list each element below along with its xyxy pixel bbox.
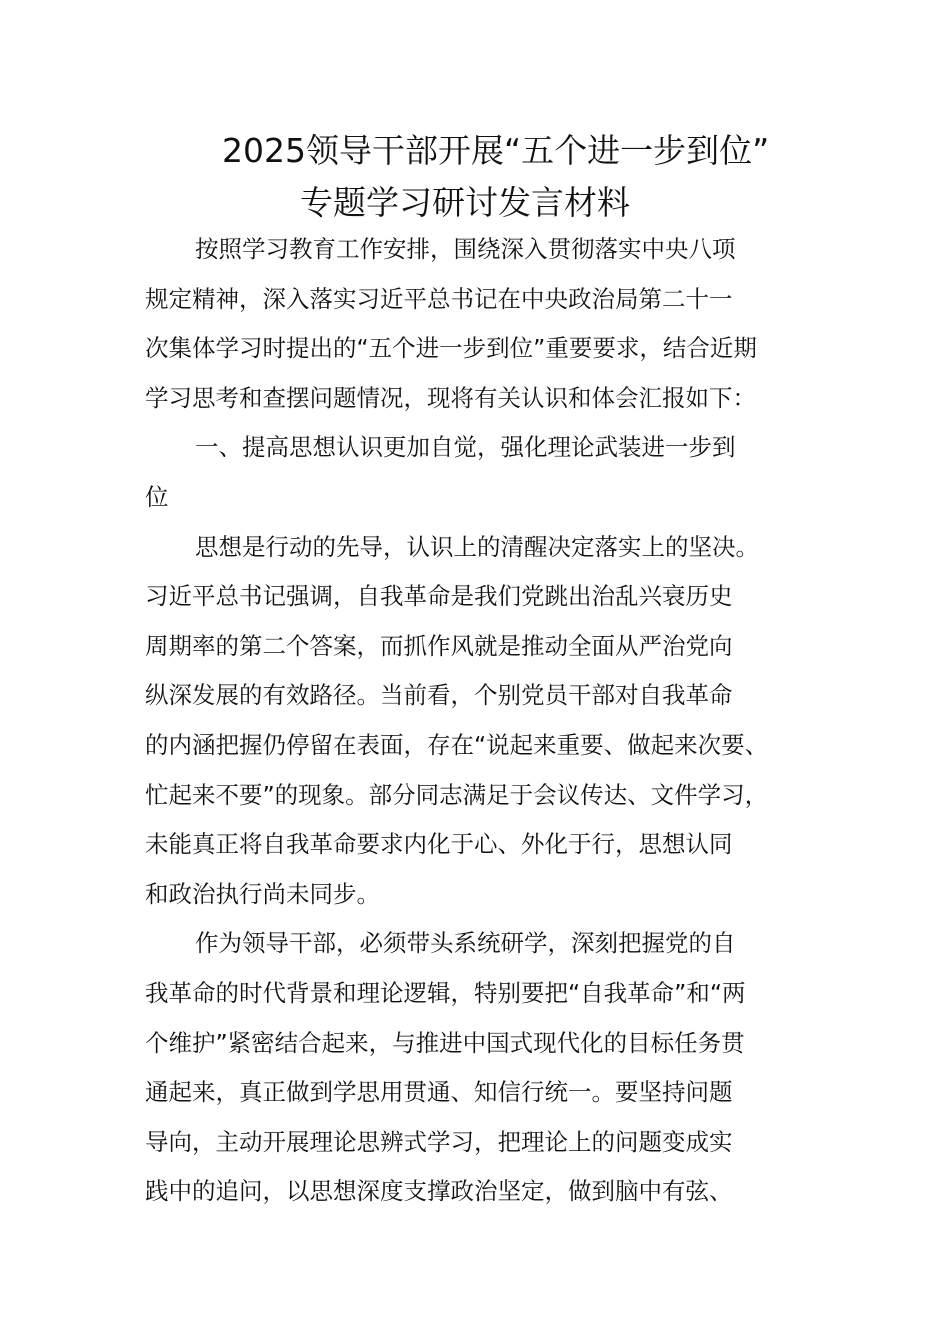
body-line: 和政治执行尚未同步。 (145, 879, 380, 908)
body-line: 的内涵把握仍停留在表面，存在“说起来重要、做起来次要、 (145, 731, 769, 759)
body-line: 忙起来不要”的现象。部分同志满足于会议传达、文件学习， (145, 780, 769, 809)
body-line: 位 (145, 483, 169, 511)
body-line: 未能真正将自我革命要求内化于心、外化于行，思想认同 (145, 830, 733, 859)
body-line: 周期率的第二个答案，而抓作风就是推动全面从严治党向 (145, 631, 733, 660)
document-title-line-2: 专题学习研讨发言材料 (300, 183, 630, 222)
body-line: 通起来，真正做到学思用贯通、知信行统一。要坚持问题 (145, 1078, 733, 1107)
body-line: 规定精神，深入落实习近平总书记在中央政治局第二十一 (145, 284, 733, 313)
body-line: 一、提高思想认识更加自觉，强化理论武装进一步到 (195, 433, 736, 462)
body-line: 习近平总书记强调，自我革命是我们党跳出治乱兴衰历史 (145, 582, 733, 611)
body-line: 导向，主动开展理论思辨式学习，把理论上的问题变成实 (145, 1127, 733, 1156)
body-line: 思想是行动的先导，认识上的清醒决定落实上的坚决。 (195, 532, 759, 561)
body-line: 学习思考和查摆问题情况，现将有关认识和体会汇报如下： (145, 383, 756, 412)
body-line: 我革命的时代背景和理论逻辑，特别要把“自我革命”和“两 (145, 979, 746, 1007)
body-line: 个维护”紧密结合起来，与推进中国式现代化的目标任务贯 (145, 1028, 745, 1057)
body-line: 作为领导干部，必须带头系统研学，深刻把握党的自 (195, 929, 736, 958)
body-line: 次集体学习时提出的“五个进一步到位”重要要求，结合近期 (145, 334, 757, 363)
body-line: 纵深发展的有效路径。当前看，个别党员干部对自我革命 (145, 681, 733, 710)
body-line: 践中的追问，以思想深度支撑政治坚定，做到脑中有弦、 (145, 1177, 733, 1206)
document-title-line-1: 2025领导干部开展“五个进一步到位” (222, 131, 770, 170)
body-line: 按照学习教育工作安排，围绕深入贯彻落实中央八项 (195, 235, 736, 263)
